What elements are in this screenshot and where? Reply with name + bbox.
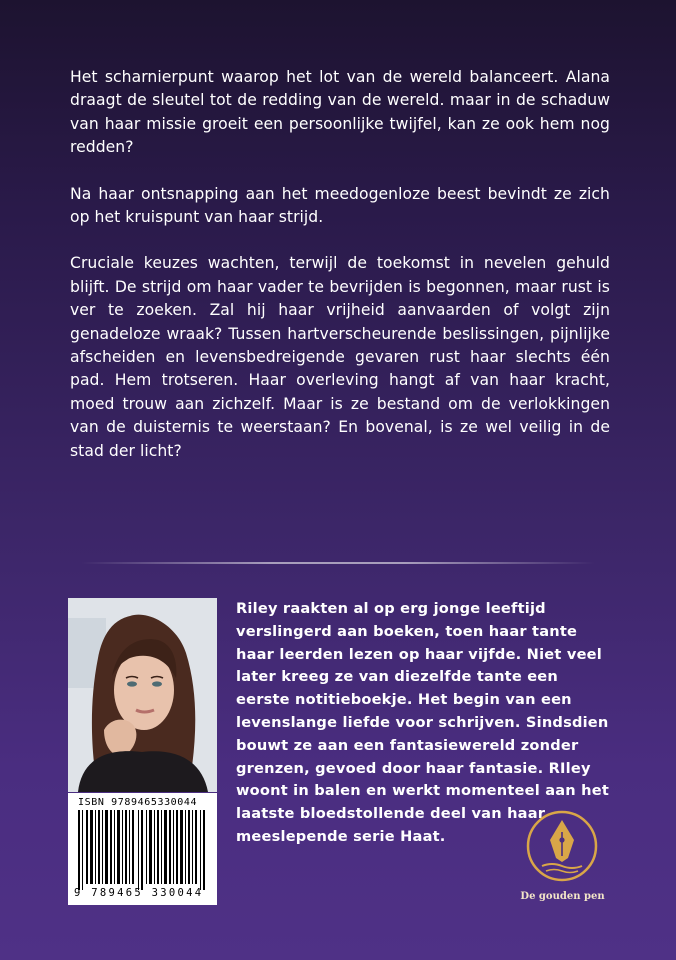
isbn-barcode [68, 793, 217, 905]
author-portrait-illustration [68, 598, 217, 792]
barcode-digits: 9 789465 330044 [74, 887, 204, 899]
book-blurb [70, 66, 610, 486]
fountain-pen-nib-icon [526, 810, 598, 882]
blurb-paragraph-1: Het scharnierpunt waarop het lot van de wereld balanceert. Alana draagt de sleutel tot de redding van de wereld. maar in de schaduw van haar missie groeit een persoonlijke twijfel, kan ze ook hem nog redden? [70, 68, 610, 157]
blurb-paragraph-3: Cruciale keuzes wachten, terwijl de toekomst in nevelen gehuld blijft. De strijd om haar vader te bevrijden is begonnen, maar rust is ver te zoeken. Zal hij haar vrijheid aanvaarden of volgt zijn genadeloze wraak? Tussen hartverscheurende beslissingen, pijnlijke afscheiden en levensbedreigende gevaren rust haar slechts één pad. Hem trotseren. Haar overleving hangt af van haar kracht, moed trouw aan zichzelf. Maar is ze bestand om de verlokkingen van de duisternis te weerstaan? En bovenal, is ze wel veilig in de stad der licht? [70, 254, 610, 460]
author-photo [68, 598, 217, 792]
author-bio: Riley raakten al op erg jonge leeftijd verslingerd aan boeken, toen haar tante haar leerden lezen op haar vijfde. Niet veel later kreeg ze van diezelfde tante een eerste notitieboekje. Het begin van een levenslange liefde voor schrijven. Sindsdien bouwt ze aan een fantasiewereld zonder grenzen, gevoed door haar fantasie. RIley woont in balen en werkt momenteel aan het laatste bloedstollende deel van haar meeslepende serie Haat. [236, 600, 610, 845]
publisher-name: De gouden pen [520, 891, 605, 902]
blurb-paragraph-2: Na haar ontsnapping aan het meedogenloze beest bevindt ze zich op het kruispunt van haar strijd. [70, 184, 610, 227]
section-divider [0, 562, 676, 564]
isbn-number: ISBN 9789465330044 [78, 797, 198, 808]
